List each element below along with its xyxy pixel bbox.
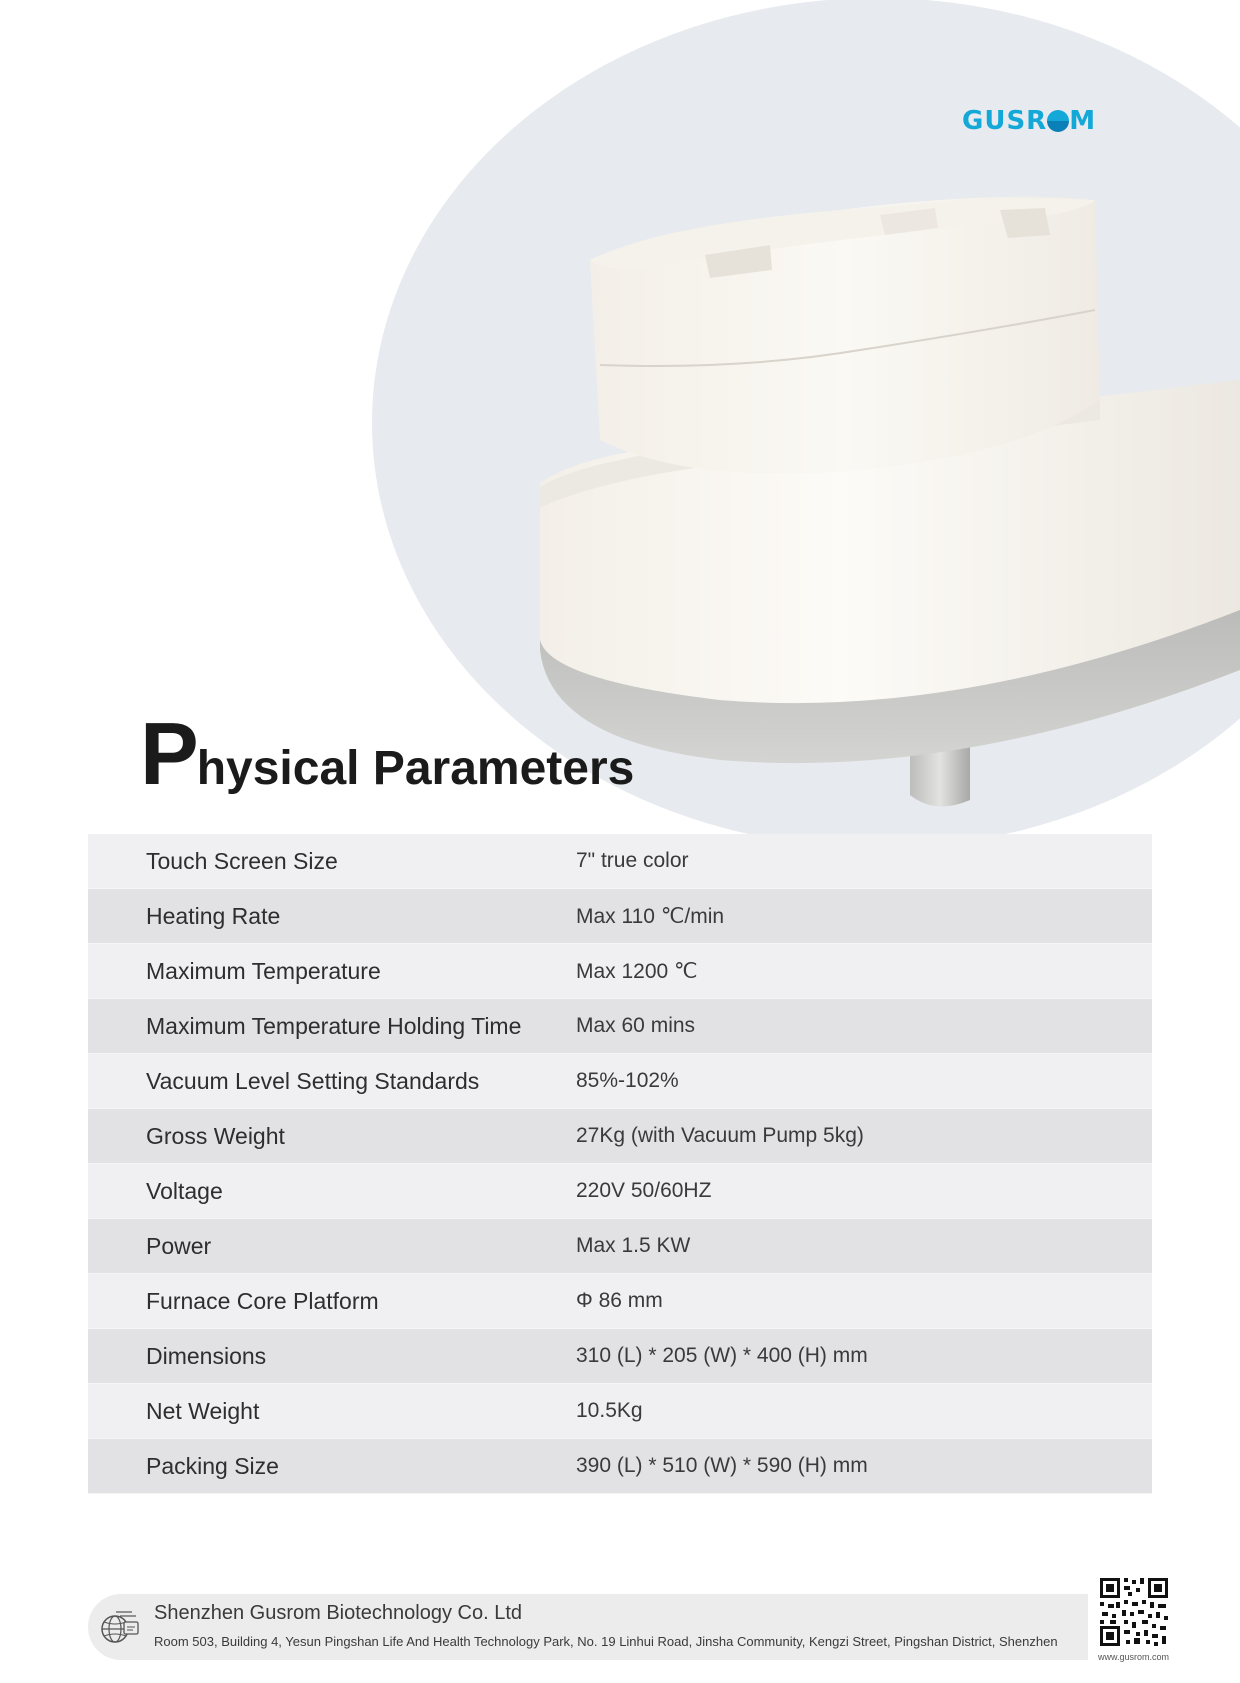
brand-logo	[962, 106, 1096, 136]
param-value: Max 1.5 KW	[576, 1234, 691, 1257]
table-row	[88, 834, 1152, 889]
table-row	[88, 1054, 1152, 1109]
website-url[interactable]: www.gusrom.com	[1098, 1652, 1170, 1662]
param-value: 220V 50/60HZ	[576, 1179, 712, 1202]
table-row	[88, 1384, 1152, 1439]
logo-text-suffix: M	[1069, 106, 1097, 136]
table-row	[88, 1274, 1152, 1329]
param-value: Max 60 mins	[576, 1014, 696, 1037]
title-initial: P	[140, 704, 197, 803]
param-label: Dimensions	[146, 1342, 267, 1369]
logo-orb-icon	[1047, 110, 1069, 132]
param-label: Gross Weight	[146, 1122, 285, 1149]
param-label: Voltage	[146, 1177, 223, 1204]
param-label: Heating Rate	[146, 902, 281, 929]
table-row	[88, 1219, 1152, 1274]
param-label: Maximum Temperature	[146, 957, 381, 984]
table-row	[88, 1109, 1152, 1164]
table-row	[88, 1164, 1152, 1219]
company-name: Shenzhen Gusrom Biotechnology Co. Ltd	[154, 1602, 522, 1624]
table-row	[88, 1329, 1152, 1384]
globe-icon	[100, 1608, 142, 1646]
param-value: Max 1200 ℃	[576, 959, 698, 983]
param-label: Power	[146, 1232, 212, 1259]
company-address: Room 503, Building 4, Yesun Pingshan Life And Health Technology Park, No. 19 Linhui Road, Jinsha Community, Kengzi Street, Pingshan District, Shenzhen	[154, 1634, 1058, 1649]
param-value: Φ 86 mm	[576, 1289, 663, 1312]
param-value: 390 (L) * 510 (W) * 590 (H) mm	[576, 1454, 868, 1477]
parameters-table	[88, 834, 1152, 1494]
table-row	[88, 944, 1152, 999]
table-row	[88, 999, 1152, 1054]
param-label: Packing Size	[146, 1452, 279, 1479]
qr-code-icon[interactable]	[1098, 1576, 1170, 1648]
title-rest: hysical Parameters	[196, 742, 635, 795]
furnace-product-image	[540, 180, 1240, 830]
param-value: 27Kg (with Vacuum Pump 5kg)	[576, 1124, 864, 1147]
param-value: 10.5Kg	[576, 1399, 643, 1422]
table-row	[88, 889, 1152, 944]
page-title	[140, 704, 635, 803]
param-value: 85%-102%	[576, 1069, 679, 1092]
logo-text-prefix: GUSR	[962, 106, 1048, 136]
param-value: 310 (L) * 205 (W) * 400 (H) mm	[576, 1344, 868, 1367]
param-label: Touch Screen Size	[146, 847, 338, 874]
param-label: Furnace Core Platform	[146, 1287, 379, 1314]
param-value: 7" true color	[576, 849, 689, 872]
param-value: Max 110 ℃/min	[576, 904, 725, 928]
param-label: Maximum Temperature Holding Time	[146, 1012, 522, 1039]
param-label: Vacuum Level Setting Standards	[146, 1067, 480, 1094]
param-label: Net Weight	[146, 1397, 260, 1424]
table-row	[88, 1439, 1152, 1494]
